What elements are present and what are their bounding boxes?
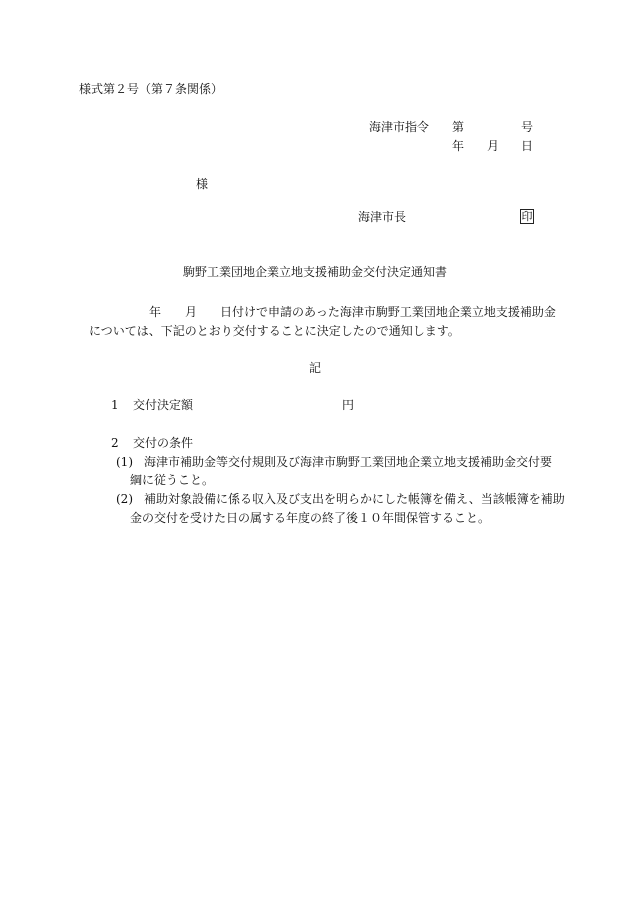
number-prefix: 第 (452, 120, 465, 134)
date-month: 月 (487, 139, 500, 153)
sender: 海津市長 (358, 210, 407, 224)
condition1-number: (1) (116, 455, 133, 469)
condition1-line1: 海津市補助金等交付規則及び海津市駒野工業団地企業立地支援補助金交付要 (144, 455, 553, 469)
condition2-number: (2) (116, 492, 133, 506)
body-month: 月 (185, 305, 198, 319)
condition1-line2: 綱に従うこと。 (130, 473, 215, 487)
body-line2: については、下記のとおり交付することに決定したので通知します。 (89, 324, 460, 338)
item1-label: 交付決定額 (133, 398, 194, 412)
seal-mark: 印 (521, 210, 533, 223)
item2-number: 2 (111, 436, 119, 450)
item1-number: 1 (111, 398, 119, 412)
date-day: 日 (521, 139, 534, 153)
body-year: 年 (149, 305, 162, 319)
body-line1: 日付けで申請のあった海津市駒野工業団地企業立地支援補助金 (220, 305, 556, 319)
condition2-line1: 補助対象設備に係る収入及び支出を明らかにした帳簿を備え、当該帳簿を補助 (144, 492, 565, 506)
recipient-suffix: 様 (196, 177, 209, 191)
number-suffix: 号 (521, 120, 534, 134)
item1-unit: 円 (342, 398, 355, 412)
document-title: 駒野工業団地企業立地支援補助金交付決定通知書 (183, 265, 448, 279)
ki-heading: 記 (309, 361, 322, 375)
item2-label: 交付の条件 (133, 436, 194, 450)
form-label: 様式第２号（第７条関係） (79, 82, 224, 96)
condition2-line2: 金の交付を受けた日の属する年度の終了後１０年間保管すること。 (130, 511, 491, 525)
date-year: 年 (452, 139, 465, 153)
issuer-ref: 海津市指令 (369, 120, 430, 134)
